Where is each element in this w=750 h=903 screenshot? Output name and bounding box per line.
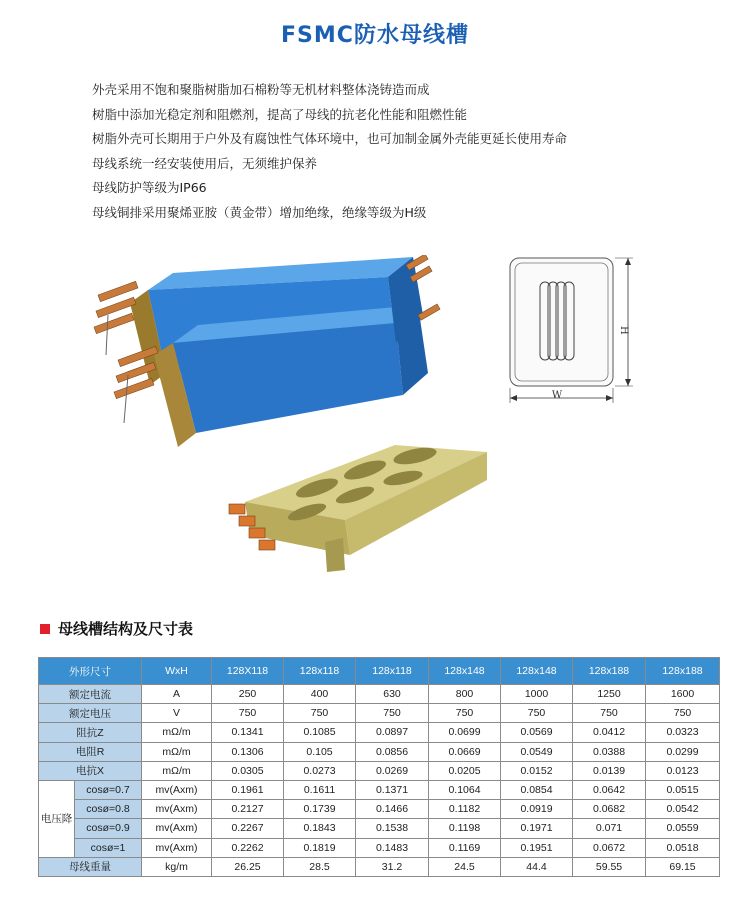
table-cell: 59.55 [573, 857, 646, 876]
feature-item: 母线系统一经安装使用后，无须维护保养 [92, 155, 318, 171]
row-unit: A [142, 685, 212, 704]
table-cell: 0.0205 [429, 761, 501, 780]
table-row [39, 742, 720, 761]
feature-item: 树脂外壳可长期用于户外及有腐蚀性气体环境中，也可加制金属外壳能更延长使用寿命 [92, 131, 568, 146]
table-cell: 0.1306 [212, 742, 284, 761]
red-square-icon [40, 624, 50, 634]
table-cell: 0.0559 [646, 819, 720, 838]
connector-image [225, 440, 495, 575]
table-cell: 1000 [501, 685, 573, 704]
table-cell: 24.5 [429, 857, 501, 876]
row-label: cosø=0.9 [75, 819, 142, 838]
header-unit: WxH [142, 658, 212, 685]
table-cell: 0.0123 [646, 761, 720, 780]
table-cell: 0.1483 [356, 838, 429, 857]
feature-item: 母线防护等级为IP66 [92, 180, 207, 195]
row-unit: V [142, 704, 212, 723]
table-cell: 0.2262 [212, 838, 284, 857]
row-label: cosø=1 [75, 838, 142, 857]
header-cell: 128x118 [356, 658, 429, 685]
voltage-drop-label: 电压降 [39, 780, 75, 857]
table-row [39, 857, 720, 876]
table-cell: 0.1819 [284, 838, 356, 857]
row-label: 电抗X [39, 761, 142, 780]
table-cell: 750 [429, 704, 501, 723]
table-cell: 750 [501, 704, 573, 723]
table-cell: 0.1169 [429, 838, 501, 857]
table-cell: 0.0269 [356, 761, 429, 780]
table-cell: 0.1611 [284, 780, 356, 799]
table-cell: 0.2267 [212, 819, 284, 838]
table-cell: 1600 [646, 685, 720, 704]
header-cell: 128x188 [646, 658, 720, 685]
table-cell: 0.071 [573, 819, 646, 838]
table-cell: 750 [646, 704, 720, 723]
table-cell: 0.0856 [356, 742, 429, 761]
table-row [39, 838, 720, 857]
table-cell: 400 [284, 685, 356, 704]
table-cell: 0.0139 [573, 761, 646, 780]
feature-item: 母线铜排采用聚烯亚胺（黄金带）增加绝缘，绝缘等级为H级 [92, 204, 427, 220]
table-cell: 0.0273 [284, 761, 356, 780]
header-cell: 128x118 [284, 658, 356, 685]
height-label: H [618, 326, 629, 335]
busway-product-image [78, 255, 448, 465]
table-cell: 28.5 [284, 857, 356, 876]
table-cell: 0.1064 [429, 780, 501, 799]
row-unit: mΩ/m [142, 761, 212, 780]
row-unit: mv(Axm) [142, 838, 212, 857]
row-label: cosø=0.8 [75, 800, 142, 819]
table-cell: 0.0642 [573, 780, 646, 799]
table-cell: 0.1843 [284, 819, 356, 838]
header-cell: 128x148 [429, 658, 501, 685]
table-cell: 0.2127 [212, 800, 284, 819]
row-label: 母线重量 [39, 857, 142, 876]
table-cell: 750 [212, 704, 284, 723]
table-cell: 0.0518 [646, 838, 720, 857]
row-label: 额定电压 [39, 704, 142, 723]
table-cell: 0.0323 [646, 723, 720, 742]
header-cell: 128X118 [212, 658, 284, 685]
row-unit: mΩ/m [142, 742, 212, 761]
cross-section-diagram [495, 246, 645, 406]
table-row [39, 780, 720, 799]
header-cell: 128x148 [501, 658, 573, 685]
table-section-title [40, 618, 193, 639]
header-cell: 128x188 [573, 658, 646, 685]
table-cell: 31.2 [356, 857, 429, 876]
table-cell: 0.0854 [501, 780, 573, 799]
table-cell: 0.0569 [501, 723, 573, 742]
row-label: 额定电流 [39, 685, 142, 704]
table-cell: 0.1961 [212, 780, 284, 799]
table-cell: 0.0699 [429, 723, 501, 742]
table-cell: 69.15 [646, 857, 720, 876]
table-cell: 0.0672 [573, 838, 646, 857]
table-cell: 0.1182 [429, 800, 501, 819]
table-cell: 0.1951 [501, 838, 573, 857]
table-cell: 0.1341 [212, 723, 284, 742]
table-cell: 0.0388 [573, 742, 646, 761]
table-row [39, 819, 720, 838]
table-row [39, 704, 720, 723]
table-cell: 0.1085 [284, 723, 356, 742]
table-cell: 0.105 [284, 742, 356, 761]
section-title-text: 母线槽结构及尺寸表 [58, 620, 194, 638]
table-cell: 26.25 [212, 857, 284, 876]
row-unit: mv(Axm) [142, 800, 212, 819]
table-cell: 250 [212, 685, 284, 704]
table-cell: 0.1971 [501, 819, 573, 838]
table-row [39, 761, 720, 780]
table-cell: 1250 [573, 685, 646, 704]
table-row [39, 723, 720, 742]
width-label: W [551, 390, 563, 401]
table-cell: 0.1198 [429, 819, 501, 838]
header-label: 外形尺寸 [39, 658, 142, 685]
table-cell: 0.0152 [501, 761, 573, 780]
table-cell: 0.0542 [646, 800, 720, 819]
page-title: FSMC防水母线槽 [281, 23, 469, 48]
table-cell: 800 [429, 685, 501, 704]
table-cell: 750 [573, 704, 646, 723]
feature-list [92, 78, 567, 225]
table-cell: 0.0897 [356, 723, 429, 742]
table-cell: 0.0412 [573, 723, 646, 742]
table-cell: 750 [356, 704, 429, 723]
table-cell: 0.0299 [646, 742, 720, 761]
table-cell: 0.0682 [573, 800, 646, 819]
spec-table [38, 657, 720, 877]
table-cell: 0.1538 [356, 819, 429, 838]
table-cell: 0.0919 [501, 800, 573, 819]
row-unit: mΩ/m [142, 723, 212, 742]
table-cell: 0.0549 [501, 742, 573, 761]
table-cell: 44.4 [501, 857, 573, 876]
table-cell: 630 [356, 685, 429, 704]
table-cell: 0.1466 [356, 800, 429, 819]
table-row [39, 685, 720, 704]
table-row [39, 800, 720, 819]
row-label: cosø=0.7 [75, 780, 142, 799]
row-label: 电阻R [39, 742, 142, 761]
row-unit: kg/m [142, 857, 212, 876]
row-unit: mv(Axm) [142, 780, 212, 799]
table-cell: 0.0515 [646, 780, 720, 799]
table-cell: 0.1739 [284, 800, 356, 819]
row-unit: mv(Axm) [142, 819, 212, 838]
table-cell: 0.0669 [429, 742, 501, 761]
feature-item: 树脂中添加光稳定剂和阻燃剂，提高了母线的抗老化性能和阻燃性能 [92, 106, 468, 122]
table-cell: 0.1371 [356, 780, 429, 799]
table-header-row [39, 658, 720, 685]
row-label: 阻抗Z [39, 723, 142, 742]
table-cell: 750 [284, 704, 356, 723]
feature-item: 外壳采用不饱和聚脂树脂加石棉粉等无机材料整体浇铸造而成 [92, 82, 430, 97]
table-cell: 0.0305 [212, 761, 284, 780]
